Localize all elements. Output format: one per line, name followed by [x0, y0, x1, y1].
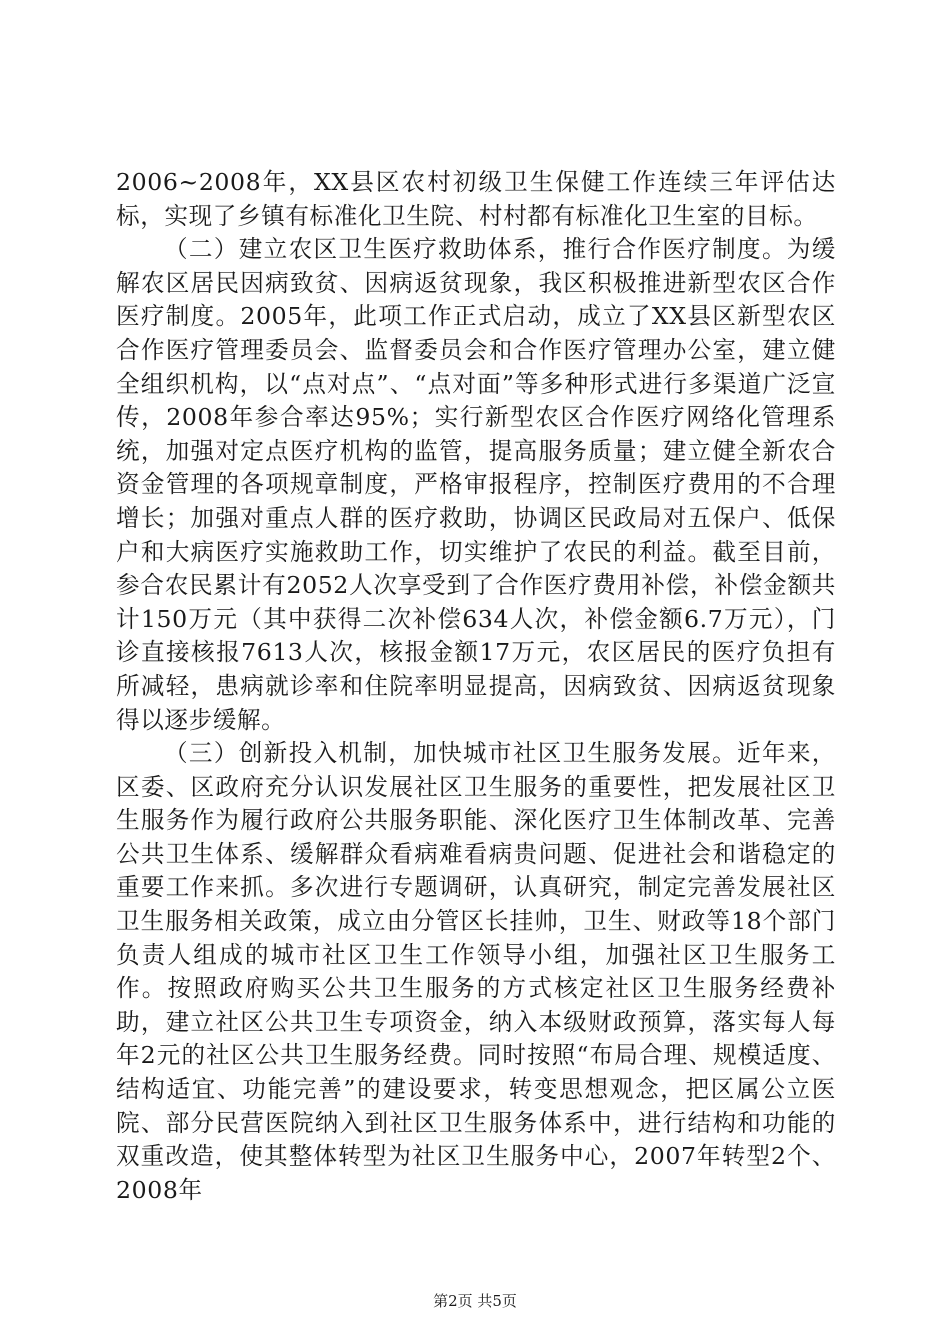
- document-body: [116, 166, 836, 1207]
- page-number-footer: 第2页 共5页: [433, 1292, 517, 1310]
- paragraph-section-three: （三）创新投入机制，加快城市社区卫生服务发展。近年来，区委、区政府充分认识发展社区卫生服务的重要性，把发展社区卫生服务作为履行政府公共服务职能、深化医疗卫生体制改革、完善公共卫生体系、缓解群众看病难看病贵问题、促进社会和谐稳定的重要工作来抓。多次进行专题调研，认真研究，制定完善发展社区卫生服务相关政策，成立由分管区长挂帅，卫生、财政等18个部门负责人组成的城市社区卫生工作领导小组，加强社区卫生服务工作。按照政府购买公共卫生服务的方式核定社区卫生服务经费补助，建立社区公共卫生专项资金，纳入本级财政预算，落实每人每年2元的社区公共卫生服务经费。同时按照“布局合理、规模适度、结构适宜、功能完善”的建设要求，转变思想观念，把区属公立医院、部分民营医院纳入到社区卫生服务体系中，进行结构和功能的双重改造，使其整体转型为社区卫生服务中心，2007年转型2个、2008年: [116, 739, 836, 1204]
- paragraph-continuation: 2006~2008年，XX县区农村初级卫生保健工作连续三年评估达标，实现了乡镇有标准化卫生院、村村都有标准化卫生室的目标。: [116, 168, 836, 230]
- paragraph-section-two: （二）建立农区卫生医疗救助体系，推行合作医疗制度。为缓解农区居民因病致贫、因病返贫现象，我区积极推进新型农区合作医疗制度。2005年，此项工作正式启动，成立了XX县区新型农区合作医疗管理委员会、监督委员会和合作医疗管理办公室，建立健全组织机构，以“点对点”、“点对面”等多种形式进行多渠道广泛宣传，2008年参合率达95%；实行新型农区合作医疗网络化管理系统，加强对定点医疗机构的监管，提高服务质量；建立健全新农合资金管理的各项规章制度，严格审报程序，控制医疗费用的不合理增长；加强对重点人群的医疗救助，协调区民政局对五保户、低保户和大病医疗实施救助工作，切实维护了农民的利益。截至目前，参合农民累计有2052人次享受到了合作医疗费用补偿，补偿金额共计150万元（其中获得二次补偿634人次，补偿金额6.7万元），门诊直接核报7613人次，核报金额17万元，农区居民的医疗负担有所减轻，患病就诊率和住院率明显提高，因病致贫、因病返贫现象得以逐步缓解。: [116, 235, 836, 734]
